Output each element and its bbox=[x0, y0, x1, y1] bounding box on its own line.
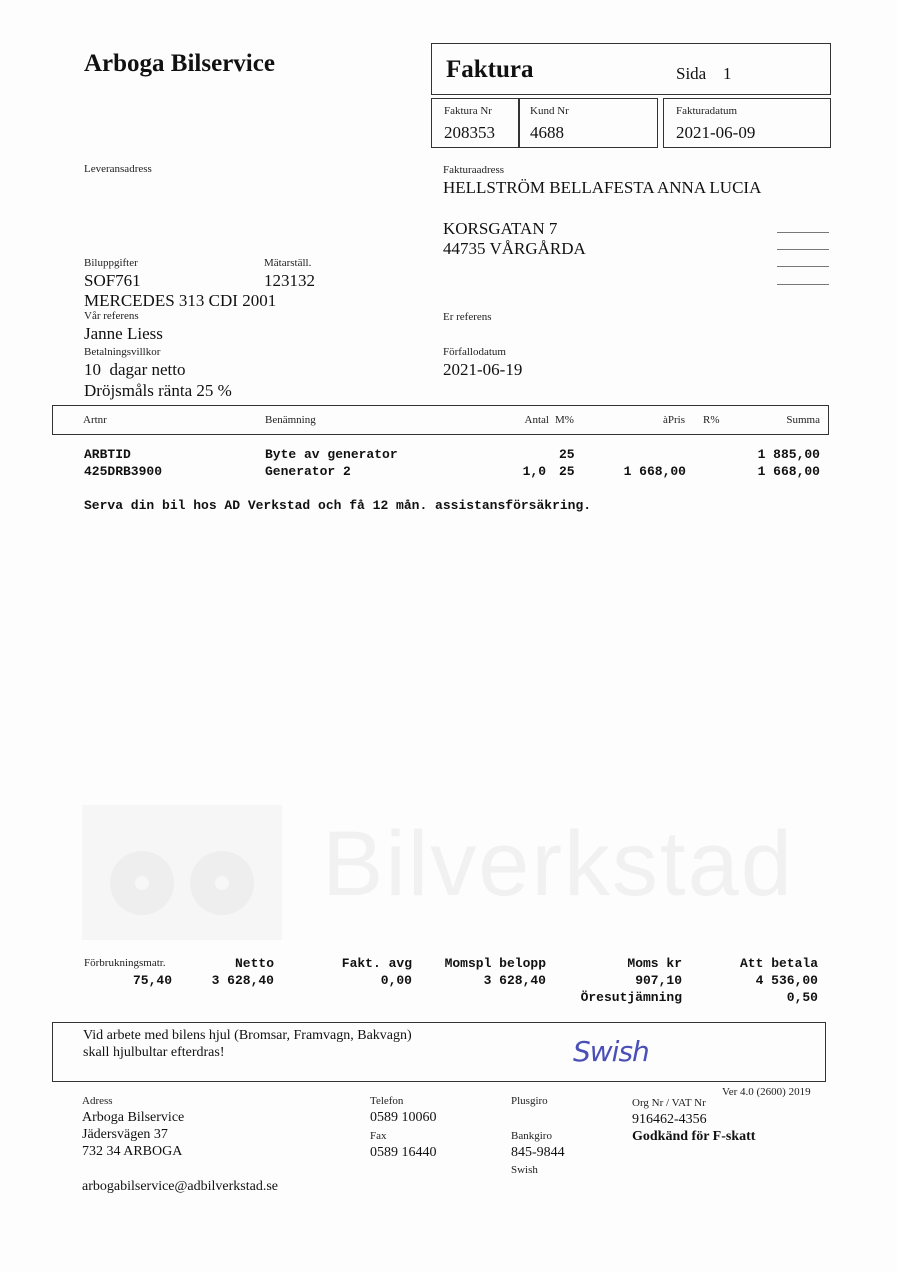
blank-line bbox=[777, 284, 829, 285]
fakt-avg-value: 0,00 bbox=[380, 973, 412, 988]
row-moms: 25 bbox=[559, 447, 575, 462]
col-summa: Summa bbox=[786, 414, 820, 426]
invoice-date-box bbox=[663, 98, 831, 148]
moms-kr-label: Moms kr bbox=[627, 956, 682, 971]
org-value: 916462-4356 bbox=[632, 1112, 707, 1127]
invoice-nr: 208353 bbox=[444, 123, 495, 142]
col-rabatt: R% bbox=[703, 414, 720, 426]
row-moms: 25 bbox=[559, 464, 575, 479]
version-text: Ver 4.0 (2600) 2019 bbox=[722, 1086, 811, 1098]
billing-street: KORSGATAN 7 bbox=[443, 219, 558, 238]
vehicle-label: Biluppgifter bbox=[84, 257, 138, 269]
row-summa: 1 668,00 bbox=[757, 464, 820, 479]
col-name: Benämning bbox=[265, 414, 316, 426]
invoice-date: 2021-06-09 bbox=[676, 123, 756, 142]
customer-nr-label: Kund Nr bbox=[530, 105, 569, 117]
att-betala-label: Att betala bbox=[739, 956, 818, 971]
col-moms: M% bbox=[555, 414, 574, 426]
fskatt-text: Godkänd för F-skatt bbox=[632, 1129, 756, 1144]
bankgiro-value: 845-9844 bbox=[511, 1145, 565, 1160]
watermark-text: Bilverkstad bbox=[322, 813, 794, 915]
col-apris: àPris bbox=[663, 414, 685, 426]
handwritten-swish: Swish bbox=[573, 1035, 649, 1068]
table-header bbox=[52, 405, 829, 435]
our-reference: Janne Liess bbox=[84, 324, 163, 343]
fax-label: Fax bbox=[370, 1130, 387, 1142]
your-reference-label: Er referens bbox=[443, 311, 492, 323]
due-date: 2021-06-19 bbox=[443, 360, 523, 379]
moms-kr-value: 907,10 bbox=[635, 973, 682, 988]
vehicle-model: MERCEDES 313 CDI 2001 bbox=[84, 291, 277, 310]
service-note: Serva din bil hos AD Verkstad och få 12 mån. assistansförsäkring. bbox=[84, 498, 592, 513]
company-name: Arboga Bilservice bbox=[84, 50, 275, 77]
interest-text: Dröjsmåls ränta 25 % bbox=[84, 381, 232, 400]
blank-line bbox=[777, 266, 829, 267]
page-label: Sida bbox=[676, 64, 707, 83]
billing-city: 44735 VÅRGÅRDA bbox=[443, 239, 586, 258]
delivery-label: Leveransadress bbox=[84, 163, 152, 175]
vehicle-reg: SOF761 bbox=[84, 271, 141, 290]
netto-value: 3 628,40 bbox=[211, 973, 274, 988]
invoice-title: Faktura bbox=[446, 56, 534, 83]
due-date-label: Förfallodatum bbox=[443, 346, 506, 358]
notice-line-2: skall hjulbultar efterdras! bbox=[83, 1045, 225, 1060]
billing-name: HELLSTRÖM BELLAFESTA ANNA LUCIA bbox=[443, 178, 762, 197]
invoice-nr-label: Faktura Nr bbox=[444, 105, 492, 117]
invoice-date-label: Fakturadatum bbox=[676, 105, 738, 117]
row-summa: 1 885,00 bbox=[757, 447, 820, 462]
momspl-value: 3 628,40 bbox=[483, 973, 546, 988]
meter-label: Mätarställ. bbox=[264, 257, 312, 269]
ores-label: Öresutjämning bbox=[580, 990, 682, 1005]
swish-label: Swish bbox=[511, 1164, 538, 1176]
our-reference-label: Vår referens bbox=[84, 310, 139, 322]
org-label: Org Nr / VAT Nr bbox=[632, 1097, 706, 1109]
bankgiro-label: Bankgiro bbox=[511, 1130, 552, 1142]
adress-label: Adress bbox=[82, 1095, 113, 1107]
fakt-avg-label: Fakt. avg bbox=[341, 956, 412, 971]
terms-value: 10 dagar netto bbox=[84, 360, 186, 379]
adress-street: Jädersvägen 37 bbox=[82, 1127, 168, 1142]
row-antal: 1,0 bbox=[522, 464, 546, 479]
notice-line-1: Vid arbete med bilens hjul (Bromsar, Framvagn, Bakvagn) bbox=[83, 1028, 412, 1043]
table-row bbox=[0, 464, 897, 481]
row-apris: 1 668,00 bbox=[623, 464, 686, 479]
invoice-title-box bbox=[431, 43, 831, 95]
forbr-label: Förbrukningsmatr. bbox=[84, 957, 166, 969]
customer-nr: 4688 bbox=[530, 123, 564, 142]
row-name: Generator 2 bbox=[265, 464, 351, 479]
row-name: Byte av generator bbox=[265, 447, 398, 462]
page-number: 1 bbox=[723, 64, 732, 83]
email-link[interactable]: arbogabilservice@adbilverkstad.se bbox=[82, 1179, 278, 1194]
col-artnr: Artnr bbox=[83, 414, 107, 426]
notice-box bbox=[52, 1022, 826, 1082]
blank-line bbox=[777, 249, 829, 250]
logo-watermark-icon bbox=[82, 805, 282, 940]
invoice-nr-box bbox=[431, 98, 519, 148]
momspl-label: Momspl belopp bbox=[444, 956, 546, 971]
att-betala-value: 4 536,00 bbox=[755, 973, 818, 988]
customer-nr-box bbox=[519, 98, 658, 148]
netto-label: Netto bbox=[234, 956, 274, 971]
col-antal: Antal bbox=[524, 414, 549, 426]
tel-value: 0589 10060 bbox=[370, 1110, 437, 1125]
plusgiro-label: Plusgiro bbox=[511, 1095, 548, 1107]
table-row bbox=[0, 447, 897, 464]
forbr-value: 75,40 bbox=[132, 973, 172, 988]
fax-value: 0589 16440 bbox=[370, 1145, 437, 1160]
row-artnr: ARBTID bbox=[84, 447, 131, 462]
row-artnr: 425DRB3900 bbox=[84, 464, 163, 479]
billing-label: Fakturaadress bbox=[443, 164, 505, 176]
blank-line bbox=[777, 232, 829, 233]
ores-value: 0,50 bbox=[786, 990, 818, 1005]
meter-value: 123132 bbox=[264, 271, 315, 290]
adress-name: Arboga Bilservice bbox=[82, 1110, 185, 1125]
tel-label: Telefon bbox=[370, 1095, 404, 1107]
adress-city: 732 34 ARBOGA bbox=[82, 1144, 183, 1159]
terms-label: Betalningsvillkor bbox=[84, 346, 161, 358]
